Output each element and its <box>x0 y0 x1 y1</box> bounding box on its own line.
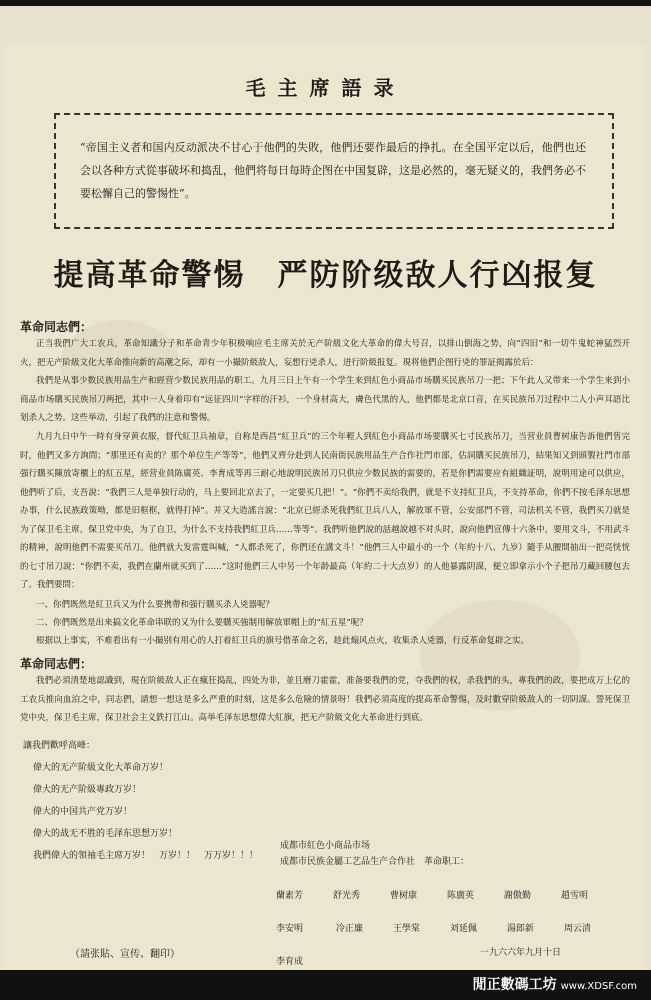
signer-name: 謝傲勤 <box>504 891 532 901</box>
signer-name: 冷正廉 <box>335 924 363 934</box>
signer-name: 刘延佩 <box>449 924 477 934</box>
signers-block <box>280 838 469 870</box>
signer-name: 陈廣英 <box>447 891 475 901</box>
headline: 提高革命警惕 严防阶级敌人行凶报复 <box>53 258 598 293</box>
signer-name: 李安明 <box>276 924 304 934</box>
slogan: 偉大的中国共产党万岁！ <box>33 807 133 817</box>
salutation: 革命同志們： <box>20 657 93 671</box>
signer-org: 成都市民族金屬工艺品生产合作社 革命职工： <box>280 857 470 867</box>
signer-names <box>276 880 626 979</box>
paragraph: 九月九日中午一時有身穿黄衣服，督代紅卫兵袖章，自称是西昌“紅卫兵”的三个年輕人到紅色小商品市场要購买七寸民族吊刀，当营业員曹树康告訴他們售完时，他們又多方詢問；“那里还有卖的？那个单位生产等等”，他們又齊分赴到人民南街民族用品生产合作社門市部，估詞購买民族吊刀，結果知又到頭製社門市部强行購买陳放寄櫃上的紅五星，經营业員陈廣英、李育成等再三耐心地說明民族吊刀只供应少数民族的需要的，若是你們需要应有組織証明，說明用途可以供应，他們听了后，支吾說：“我們三人是单独行动的，马上要回北京去了，一定要买几把！”。“你們不卖给我們，就是不支持紅卫兵，不支持革命，你們不按毛泽东思想办事，什么民族政策呦，都是旧框框，就得打掉”。并又大造謠言說：“北京已經杀死我們紅卫兵八人，解放軍不管，公安部門不管，司法机关不管，我們买刀就是为了保卫毛主席，保卫党中央，为了自卫，为什么不支持我們紅卫兵……等等”。我們听他們說的話越說越不对头时，說向他們宣傳十六条中，要用文斗，不用武斗的精神，說明他們不需要买吊刀。他們就大发雷霆叫喊，“人都杀死了，你們还在講文斗！”他們三人中最小的一个（年約十八、九岁）隨手从腰間抽出一把亮恍恍的七寸吊刀說：“你們不卖，我們在蘭州就买到了……”这时他們三人中另一个年龄最高（年約二十大点岁）的人他暴露阴謀，便立即拿示小个子把吊刀藏回腰包去了。我們要問： <box>20 432 630 590</box>
paragraph: 正当我們广大工农兵，革命知識分子和革命青少年积极响应毛主席关於无产阶級文化大革命的偉大号召，以排山倒海之势，向“四旧”和一切牛鬼蛇神猛烈开火，把无产阶級文化大革命推向新的高潮之际，却有一小撮阶級敌人，妄想行兇杀人，进行阶級报复。現将他們企图行兇的罪証揭露於后： <box>20 339 630 368</box>
signer-role: 革命职工： <box>424 857 470 867</box>
signer-name: 蘭素芳 <box>276 891 304 901</box>
top-border <box>0 0 651 6</box>
quote-title: 毛主席語录 <box>245 76 406 100</box>
signer-name: 曹树康 <box>390 891 418 901</box>
signer-org: 成都市紅色小商品市场 <box>280 841 371 851</box>
signer-name: 湯郎新 <box>506 924 534 934</box>
signer-name: 舒光秀 <box>333 891 361 901</box>
quote-text: “帝国主义者和国内反动派决不甘心于他們的失敗，他們还要作最后的挣扎。在全国平定以后，他們也还会以各种方式從事破坏和捣乱，他們将每日每時企图在中国复辟，这是必然的，毫无疑义的，我們务必不要松懈自己的警惕性”。 <box>80 141 586 200</box>
slogan: 偉大的战无不胜的毛泽东思想万岁！ <box>33 829 178 839</box>
paragraph: 一、你們既然是紅卫兵又为什么要携帶和强行購买杀人兇器呢？ <box>36 600 275 610</box>
slogan: 我們偉大的領袖毛主席万岁！ 万岁！！ 万万岁！！！ <box>33 851 259 861</box>
slogan-list <box>23 735 259 867</box>
watermark: 閒正數碼工坊 www.XDSF.com <box>472 977 637 993</box>
signer-name: 周云清 <box>563 924 591 934</box>
paragraph: 二、你們既然是出来搞文化革命串联的又为什么要購买強制用解放軍帽上的“紅五星”呢？ <box>36 618 368 628</box>
bottom-border <box>0 970 651 1000</box>
footer-note: （請张貼、宣传、翻印） <box>70 949 180 960</box>
paragraph: 我們是从事少数民族用品生产和經营少数民族用品的职工。九月三日上午有一个学生来到紅色小商品市场購买民族吊刀一把；下午此人又带来一个学生来到小商品市场購买民族吊刀两把，其中一人身着印有“远征四川”字样的汗衫，一个身材高大，膚色代黑的人，他們都是北京口音，在买民族吊刀过程中二人小声耳語比划杀人之势。这些举动，引起了我們的注意和警惕。 <box>20 376 630 423</box>
signer-name: 趙雪明 <box>561 891 589 901</box>
footer-date: 一九六六年九月十日 <box>480 948 562 958</box>
cheer-intro: 讓我們歡呼高峰： <box>23 741 96 751</box>
signer-name: 王學棠 <box>392 924 420 934</box>
slogan: 偉大的无产阶級專政万岁！ <box>33 785 142 795</box>
paragraph: 我們必須清楚地認識到，現在阶級敌人正在瘋狂捣乱，四处为非，並且磨刀霍霍，准备要我們的党，夺我們的权，杀我們的头，專我們的政，要把成万上亿的工农兵推向血泊之中，同志們，請想一想这是多么严重的时刻，这是多么危險的情景呀！我們必須高度的提高革命警惕，及时數穿阶級敌人的一切阴謀。誓死保卫党中央，保卫毛主席，保卫社会主义鉄打江山。高举毛泽东思想偉大紅旗，把无产阶級文化大革命进行到底。 <box>20 676 630 723</box>
slogan: 偉大的无产阶級文化大革命万岁！ <box>33 763 169 773</box>
signer-name: 李育成 <box>276 957 304 967</box>
salutation: 革命同志們： <box>20 320 93 334</box>
paragraph: 根据以上事实，不难看出有一小撮别有用心的人打着紅卫兵的旗号借革命之名，趁此煽风点火，收集杀人兇器，行反革命复辟之实。 <box>36 636 530 646</box>
